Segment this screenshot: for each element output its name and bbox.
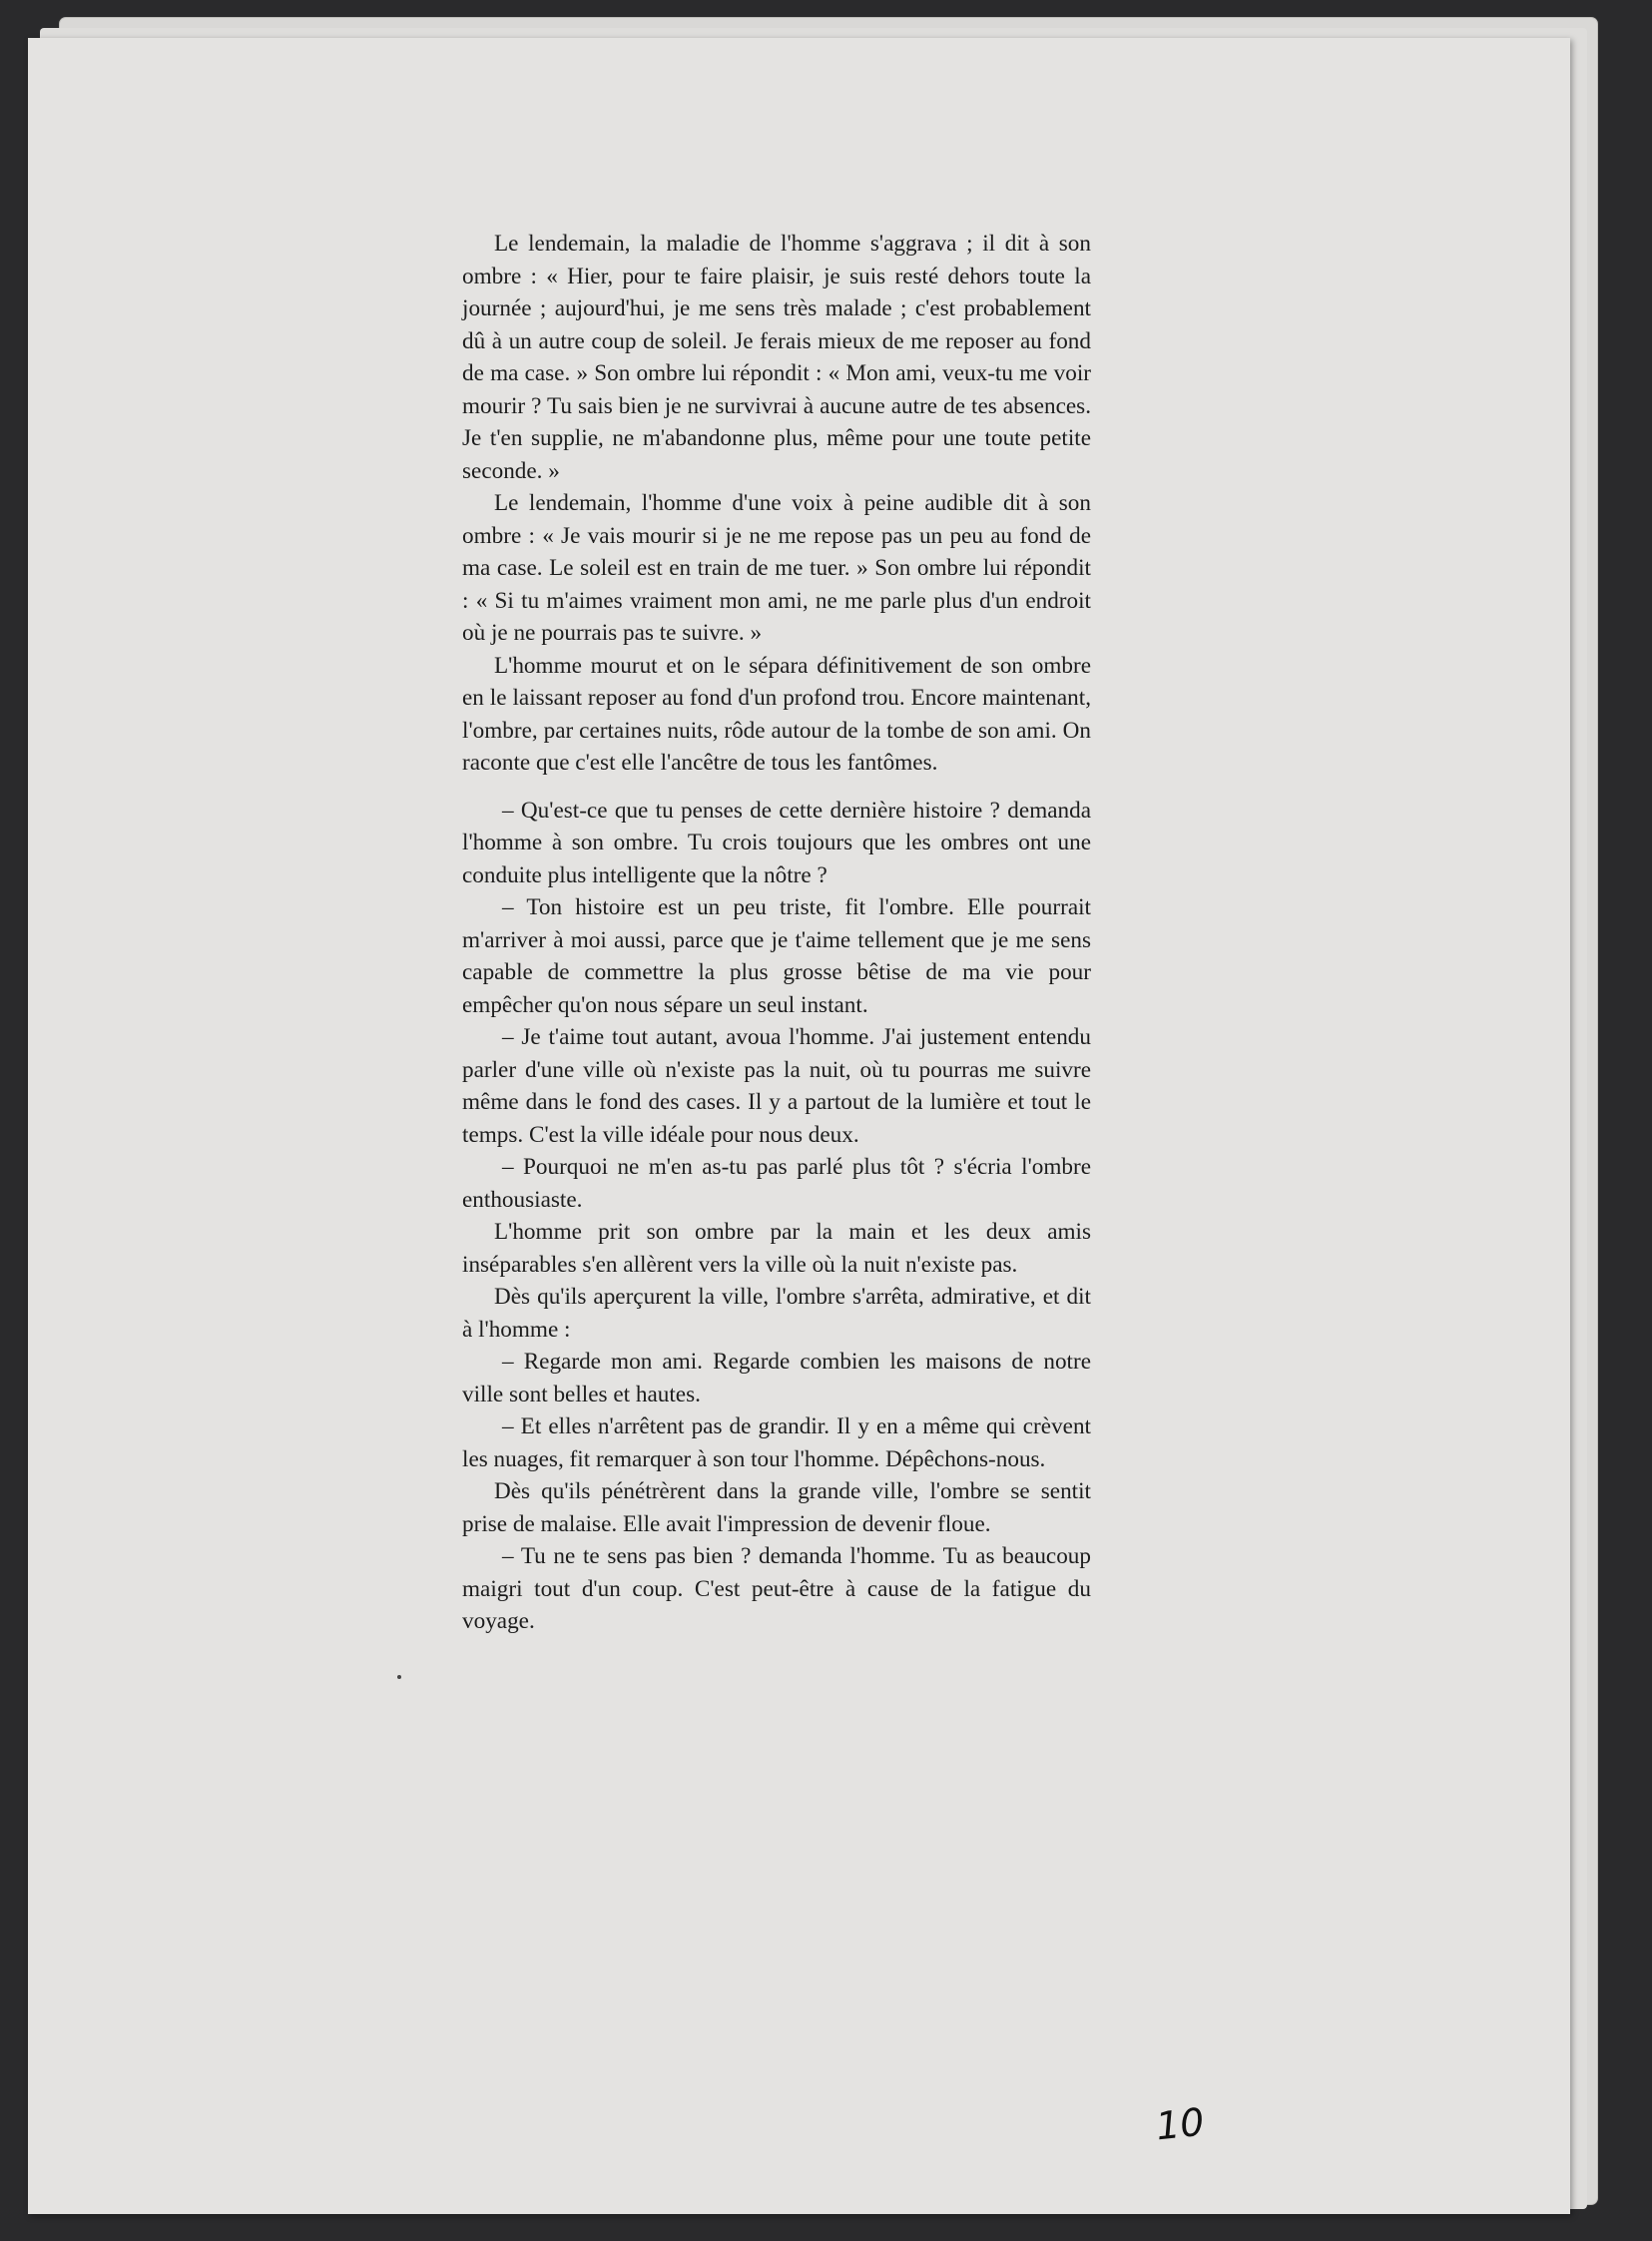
paragraph: Dès qu'ils pénétrèrent dans la grande ville, l'ombre se sentit prise de malaise. Elle avait l'impression de devenir floue. [462, 1478, 1091, 1537]
paragraph: – Qu'est-ce que tu penses de cette dernière histoire ? demanda l'homme à son ombre. Tu crois toujours que les ombres ont une conduite plus intelligente que la nôtre ? [462, 797, 1091, 888]
handwritten-page-number: 10 [1153, 2099, 1207, 2149]
paragraph: – Je t'aime tout autant, avoua l'homme. J'ai justement entendu parler d'une ville où n'existe pas la nuit, où tu pourras me suivre même dans le fond des cases. Il y a partout de la lumière et tout le temps. C'est la ville idéale pour nous deux. [462, 1024, 1091, 1148]
body-text [462, 228, 1091, 1638]
paragraph: Dès qu'ils aperçurent la ville, l'ombre s'arrêta, admirative, et dit à l'homme : [462, 1284, 1091, 1343]
paragraph: L'homme mourut et on le sépara définitivement de son ombre en le laissant reposer au fond d'un profond trou. Encore maintenant, l'ombre, par certaines nuits, rôde autour de la tombe de son ami. On raconte que c'est elle l'ancêtre de tous les fantômes. [462, 652, 1091, 776]
paper-speck [397, 1675, 401, 1679]
paragraph: – Regarde mon ami. Regarde combien les maisons de notre ville sont belles et hautes. [462, 1349, 1091, 1407]
paragraph: – Tu ne te sens pas bien ? demanda l'homme. Tu as beaucoup maigri tout d'un coup. C'est peut-être à cause de la fatigue du voyage. [462, 1543, 1091, 1634]
paragraph: – Ton histoire est un peu triste, fit l'ombre. Elle pourrait m'arriver à moi aussi, parce que je t'aime tellement que je me sens capable de commettre la plus grosse bêtise de ma vie pour empêcher qu'on nous sépare un seul instant. [462, 894, 1091, 1018]
paragraph: Le lendemain, l'homme d'une voix à peine audible dit à son ombre : « Je vais mourir si je ne me repose pas un peu au fond de ma case. Le soleil est en train de me tuer. » Son ombre lui répondit : « Si tu m'aimes vraiment mon ami, ne me parle plus d'un endroit où je ne pourrais pas te suivre. » [462, 490, 1091, 646]
paragraph: – Et elles n'arrêtent pas de grandir. Il y en a même qui crèvent les nuages, fit remarquer à son tour l'homme. Dépêchons-nous. [462, 1413, 1091, 1472]
paragraph: Le lendemain, la maladie de l'homme s'aggrava ; il dit à son ombre : « Hier, pour te faire plaisir, je suis resté dehors toute la journée ; aujourd'hui, je me sens très malade ; c'est probablement dû à un autre coup de soleil. Je ferais mieux de me reposer au fond de ma case. » Son ombre lui répondit : « Mon ami, veux-tu me voir mourir ? Tu sais bien je ne survivrai à aucune autre de tes absences. Je t'en supplie, ne m'abandonne plus, même pour une toute petite seconde. » [462, 231, 1091, 484]
paragraph: L'homme prit son ombre par la main et les deux amis inséparables s'en allèrent vers la ville où la nuit n'existe pas. [462, 1219, 1091, 1278]
document-page [28, 38, 1570, 2214]
paragraph: – Pourquoi ne m'en as-tu pas parlé plus tôt ? s'écria l'ombre enthousiaste. [462, 1154, 1091, 1213]
